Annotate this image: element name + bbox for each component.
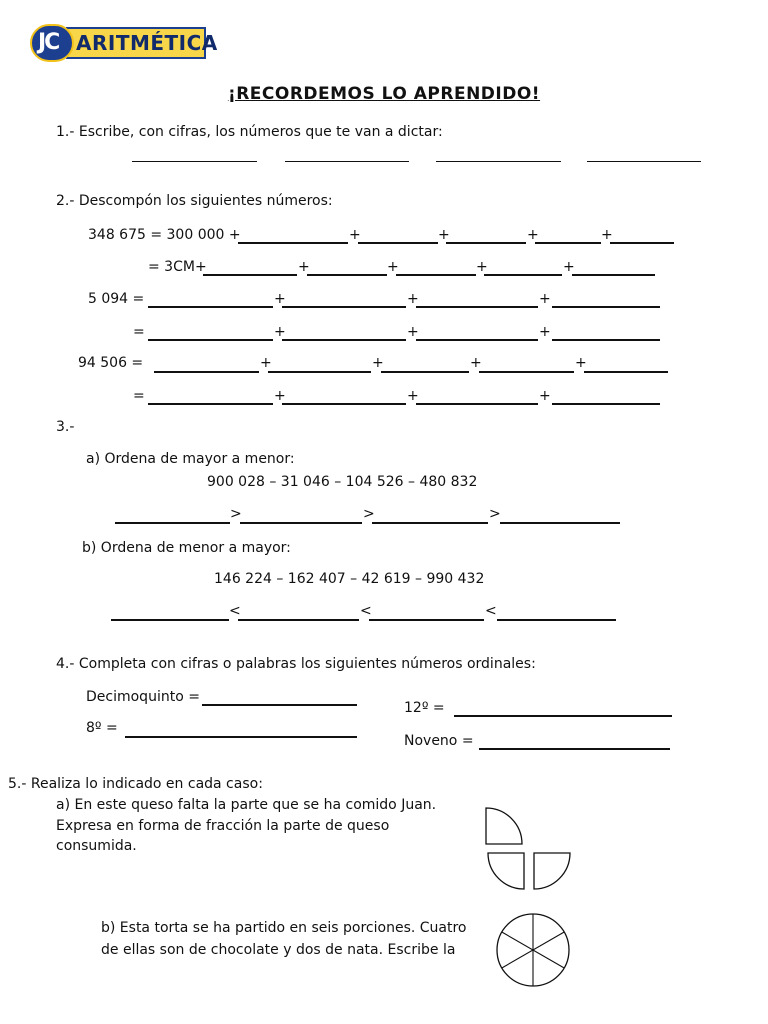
plus-sign: + [539,291,551,307]
q2-row5-blank[interactable] [479,371,574,373]
q2-row4-blank[interactable] [148,339,273,341]
logo-brand-text: ARITMÉTICA [76,31,218,55]
q4-answer-noveno[interactable] [479,748,670,750]
plus-sign: + [539,324,551,340]
q2-row3-blank[interactable] [148,306,273,308]
plus-sign: + [563,259,575,275]
plus-sign: + [387,259,399,275]
plus-sign: + [274,291,286,307]
q2-row5-blank[interactable] [268,371,371,373]
q3a-prompt: a) Ordena de mayor a menor: [86,451,295,467]
q5b-line-1: b) Esta torta se ha partido en seis porciones. Cuatro [101,920,467,936]
less-than-sign: < [360,603,372,619]
q2-row2-blank[interactable] [396,274,476,276]
q3b-blank[interactable] [497,619,616,621]
q3b-numbers: 146 224 – 162 407 – 42 619 – 990 432 [214,571,485,587]
q2-row4-blank[interactable] [416,339,538,341]
greater-than-sign: > [363,506,375,522]
q3a-blank[interactable] [115,522,230,524]
logo-badge-text: JC [38,30,59,55]
q3a-blank[interactable] [372,522,488,524]
q4-item-decimoquinto: Decimoquinto = [86,689,200,705]
q5-prompt: 5.- Realiza lo indicado en cada caso: [8,776,263,792]
q2-row5-lead: 94 506 = [78,355,144,371]
plus-sign: + [260,355,272,371]
q2-row1-blank[interactable] [238,242,348,244]
plus-sign: + [539,388,551,404]
q2-row6-blank[interactable] [416,403,538,405]
plus-sign: + [407,324,419,340]
q4-item-noveno: Noveno = [404,733,474,749]
q3a-numbers: 900 028 – 31 046 – 104 526 – 480 832 [207,474,478,490]
q4-answer-12[interactable] [454,715,672,717]
greater-than-sign: > [230,506,242,522]
q4-answer-8[interactable] [125,736,357,738]
greater-than-sign: > [489,506,501,522]
q2-row6-blank[interactable] [148,403,273,405]
plus-sign: + [407,388,419,404]
cheese-piece [486,808,522,844]
q1-answer-3[interactable] [436,161,561,162]
plus-sign: + [407,291,419,307]
q3b-blank[interactable] [111,619,229,621]
q2-row5-blank[interactable] [381,371,469,373]
q2-row6-blank[interactable] [552,403,660,405]
q1-answer-4[interactable] [587,161,701,162]
q2-row3-blank[interactable] [552,306,660,308]
q5a-line-2: Expresa en forma de fracción la parte de queso [56,818,390,834]
q2-row6-lead: = [133,388,145,404]
cheese-piece [488,853,524,889]
q2-row1-blank[interactable] [446,242,526,244]
q3a-blank[interactable] [500,522,620,524]
q2-row3-lead: 5 094 = [88,291,145,307]
q2-row2-blank[interactable] [484,274,562,276]
q3b-blank[interactable] [238,619,359,621]
plus-sign: + [527,227,539,243]
q3b-prompt: b) Ordena de menor a mayor: [82,540,291,556]
plus-sign: + [601,227,613,243]
q2-row4-blank[interactable] [282,339,406,341]
q1-prompt: 1.- Escribe, con cifras, los números que te van a dictar: [56,124,443,140]
plus-sign: + [274,324,286,340]
q5a-line-1: a) En este queso falta la parte que se ha comido Juan. [56,797,437,813]
q3b-blank[interactable] [369,619,484,621]
q2-row1-blank[interactable] [535,242,601,244]
q2-row5-blank[interactable] [154,371,259,373]
q2-row3-blank[interactable] [282,306,406,308]
logo-badge [30,24,74,62]
less-than-sign: < [229,603,241,619]
q2-row2-lead: = 3CM+ [148,259,207,275]
logo-banner [66,27,218,59]
q1-answer-2[interactable] [285,161,409,162]
plus-sign: + [298,259,310,275]
q2-row2-blank[interactable] [203,274,297,276]
q5a-line-3: consumida. [56,838,137,854]
plus-sign: + [372,355,384,371]
q4-answer-decimoquinto[interactable] [202,704,357,706]
q1-answer-1[interactable] [132,161,257,162]
q2-row4-blank[interactable] [552,339,660,341]
plus-sign: + [470,355,482,371]
q2-row4-lead: = [133,324,145,340]
q4-item-12: 12º = [404,700,445,716]
q2-row3-blank[interactable] [416,306,538,308]
q2-row1-blank[interactable] [358,242,438,244]
plus-sign: + [575,355,587,371]
q2-row6-blank[interactable] [282,403,406,405]
plus-sign: + [274,388,286,404]
q5b-line-2: de ellas son de chocolate y dos de nata. Escribe la [101,942,456,958]
q4-item-8: 8º = [86,720,118,736]
less-than-sign: < [485,603,497,619]
plus-sign: + [349,227,361,243]
q2-row1-lead: 348 675 = 300 000 + [88,227,241,243]
plus-sign: + [476,259,488,275]
q2-prompt: 2.- Descompón los siguientes números: [56,193,333,209]
q4-prompt: 4.- Completa con cifras o palabras los siguientes números ordinales: [56,656,536,672]
logo [30,24,218,62]
q2-row2-blank[interactable] [307,274,387,276]
plus-sign: + [438,227,450,243]
cheese-illustration [480,805,580,895]
q2-row2-blank[interactable] [572,274,655,276]
q3a-blank[interactable] [240,522,362,524]
cake-illustration [495,912,571,988]
q2-row1-blank[interactable] [610,242,674,244]
cheese-piece [534,853,570,889]
page-title: ¡RECORDEMOS LO APRENDIDO! [227,84,541,104]
q3-label: 3.- [56,419,75,435]
q2-row5-blank[interactable] [584,371,668,373]
